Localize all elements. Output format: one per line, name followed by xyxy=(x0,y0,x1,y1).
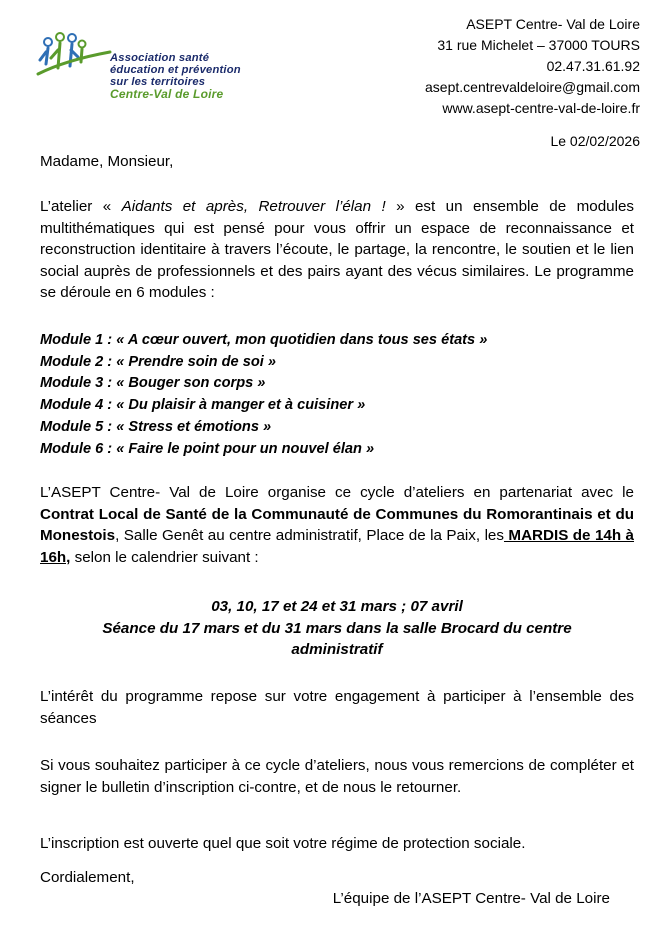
logo-line: Association santé xyxy=(110,52,210,64)
partnership-paragraph xyxy=(40,482,634,568)
engagement-paragraph: L’intérêt du programme repose sur votre engagement à participer à l’ensemble des séances xyxy=(40,688,634,727)
sender-website[interactable]: www.asept-centre-val-de-loire.fr xyxy=(442,100,640,116)
module-item: Module 4 : « Du plaisir à manger et à cuisiner » xyxy=(40,397,366,414)
modules-list xyxy=(40,330,487,460)
asept-logo xyxy=(36,30,246,116)
module-item: Module 3 : « Bouger son corps » xyxy=(40,375,266,392)
intro-paragraph xyxy=(40,196,634,304)
module-item: Module 5 : « Stress et émotions » xyxy=(40,418,272,435)
partnership-middle: , Salle Genêt au centre administratif, Place de la Paix, les xyxy=(115,527,504,544)
logo-region: Centre-Val de Loire xyxy=(110,87,224,101)
module-item: Module 1 : « A cœur ouvert, mon quotidien dans tous ses états » xyxy=(40,332,488,348)
intro-after: » est un ensemble de modules multithématiques qui est pensé pour vous offrir un espace de reconnaissance et reconstruction identitaire à travers l’écoute, le partage, la rencontre, le soutien et le lien social auprès de professionnels et des pairs ayant des vécus similaires. Le programme se déroule en 6 modules : xyxy=(40,198,634,301)
calendar-block xyxy=(40,596,634,661)
sender-name: ASEPT Centre- Val de Loire xyxy=(466,16,640,32)
registration-paragraph: Si vous souhaitez participer à ce cycle d’ateliers, nous vous remercions de compléter et signer le bulletin d’inscription ci-contre, et de nous le retourner. xyxy=(40,757,634,796)
sender-block xyxy=(425,14,640,119)
logo-text xyxy=(110,52,241,100)
logo-line: éducation et prévention xyxy=(110,64,241,76)
logo-figures-icon xyxy=(36,30,116,100)
partnership-before: L’ASEPT Centre- Val de Loire organise ce cycle d’ateliers en partenariat avec le xyxy=(40,484,634,501)
module-item: Module 6 : « Faire le point pour un nouvel élan » xyxy=(40,440,375,457)
schedule: MARDIS de 14h à 16h, xyxy=(40,527,635,566)
sender-phone: 02.47.31.61.92 xyxy=(546,58,640,74)
letter-date: Le 02/02/2026 xyxy=(550,133,640,149)
salutation: Madame, Monsieur, xyxy=(40,153,174,170)
module-item: Module 2 : « Prendre soin de soi » xyxy=(40,353,276,370)
workshop-title: Aidants et après, Retrouver l’élan ! xyxy=(121,198,386,215)
calendar-dates: 03, 10, 17 et 24 et 31 mars ; 07 avril xyxy=(211,598,463,615)
partner-name: Contrat Local de Santé de la Communauté de Communes du Romorantinais et du Monestois xyxy=(40,505,634,544)
sender-address: 31 rue Michelet – 37000 TOURS xyxy=(437,37,640,53)
sender-email[interactable]: asept.centrevaldeloire@gmail.com xyxy=(425,79,640,95)
intro-before: L’atelier « xyxy=(40,198,122,215)
closing: Cordialement, xyxy=(40,869,135,886)
open-paragraph: L’inscription est ouverte quel que soit votre régime de protection sociale. xyxy=(40,835,526,852)
logo-line: sur les territoires xyxy=(110,76,206,88)
partnership-after: selon le calendrier suivant : xyxy=(70,548,259,566)
signature: L’équipe de l’ASEPT Centre- Val de Loire xyxy=(332,890,610,907)
calendar-note: Séance du 17 mars et du 31 mars dans la salle Brocard du centre administratif xyxy=(102,619,572,658)
